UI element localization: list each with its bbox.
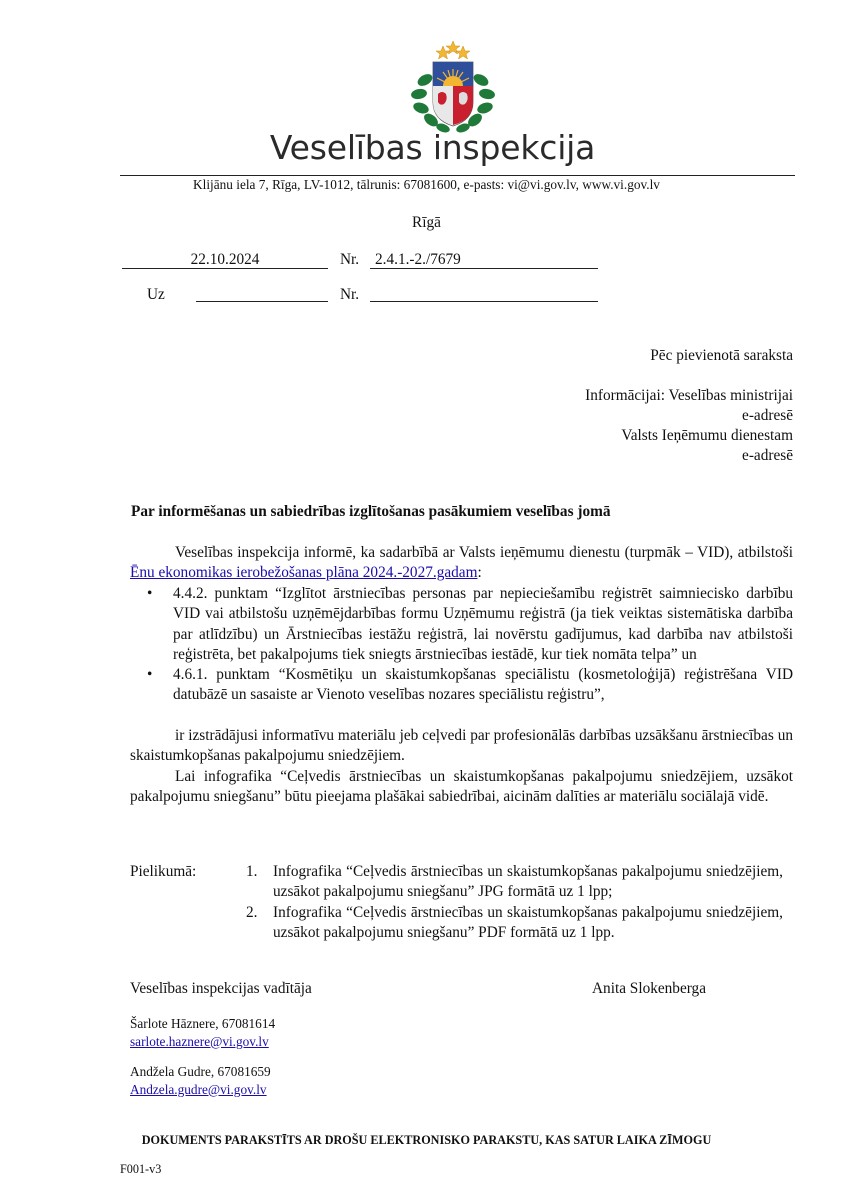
intro-colon: : (477, 564, 482, 582)
latvia-coat-of-arms-icon (405, 38, 501, 138)
bullet-icon: • (147, 666, 153, 684)
bullet-item (130, 665, 793, 706)
number-underline (370, 268, 598, 269)
bullet-text: 4.6.1. punktam “Kosmētiķu un skaistumkopšanas speciālistu (kosmetoloģijā) reģistrēšana VID datubāzē un sasaiste ar Vienoto veselības nozares speciālistu reģistru”, (173, 666, 793, 704)
uz-nr-label: Nr. (340, 286, 360, 303)
uz-label: Uz (147, 286, 165, 303)
attachments-label: Pielikumā: (130, 863, 197, 880)
recipient-info-2: e-adresē (742, 407, 793, 424)
contact-email-link[interactable]: Andzela.gudre@vi.gov.lv (130, 1081, 267, 1097)
document-number: 2.4.1.-2./7679 (375, 251, 461, 268)
body-paragraphs (130, 726, 793, 807)
attachment-text: Infografika “Ceļvedis ārstniecības un skaistumkopšanas pakalpojumu sniedzējiem, uzsākot pakalpojumu sniegšanu” PDF formātā uz 1 lpp. (273, 903, 783, 941)
intro-paragraph (130, 543, 793, 584)
paragraph-3: Lai infografika “Ceļvedis ārstniecības un skaistumkopšanas pakalpojumu sniedzējiem, uzsākot pakalpojumu sniegšanu” būtu pieejama plašākai sabiedrībai, aicinām dalīties ar materiālu sociālajā vidē. (130, 767, 793, 805)
uz-nr-field (370, 301, 598, 302)
document-date: 22.10.2024 (190, 251, 260, 268)
bullet-icon: • (147, 585, 153, 602)
recipient-info-1: Informācijai: Veselības ministrijai (585, 387, 793, 404)
city: Rīgā (412, 214, 441, 231)
contact-name-phone: Andžela Gudre, 67081659 (130, 1064, 271, 1079)
bullet-item (130, 584, 793, 665)
attachment-text: Infografika “Ceļvedis ārstniecības un skaistumkopšanas pakalpojumu sniedzējiem, uzsākot pakalpojumu sniegšanu” JPG formātā uz 1 lpp; (273, 863, 783, 901)
signatory-name: Anita Slokenberga (592, 980, 706, 997)
paragraph-2: ir izstrādājusi informatīvu materiālu jeb ceļvedi par profesionālās darbības uzsākšanu ārstniecības un skaistumkopšanas pakalpojumu sniedzējiem. (130, 727, 793, 765)
attachment-number: 2. (246, 903, 258, 921)
bullet-text: 4.4.2. punktam “Izglītot ārstniecības personas par nepieciešamību reģistrēt saimniecisko darbību VID vai atbilstošu uzņēmējdarbības formu Uzņēmumu reģistrā (ja tiek veiktas sistemātiska darbība par atlīdzību) un Ārstniecības iestāžu reģistrā, lai novērstu gadījumus, kad darbība nav atbilstoši reģistrēta, bet pakalpojums tiek sniegts ārstniecības iestādē, kur tiek nomāta telpa” un (173, 585, 793, 663)
contact-name-phone: Šarlote Hāznere, 67081614 (130, 1016, 276, 1031)
recipient-info-4: e-adresē (742, 447, 793, 464)
contact-1 (130, 1015, 275, 1050)
contact-email-link[interactable]: sarlote.haznere@vi.gov.lv (130, 1033, 269, 1049)
nr-label: Nr. (340, 251, 360, 268)
attachment-number: 1. (246, 863, 258, 880)
intro-text: Veselības inspekcija informē, ka sadarbībā ar Valsts ieņēmumu dienestu (turpmāk – VID), atbilstoši (175, 544, 793, 561)
recipient-main: Pēc pievienotā saraksta (650, 347, 793, 364)
recipient-info-3: Valsts Ieņēmumu dienestam (621, 427, 793, 444)
bullet-list (130, 584, 793, 706)
form-code: F001-v3 (120, 1162, 162, 1176)
organization-name: Veselības inspekcija (269, 128, 596, 167)
attachment-item (243, 862, 783, 903)
letter-subject: Par informēšanas un sabiedrības izglītošanas pasākumiem veselības jomā (131, 503, 611, 520)
plan-link[interactable]: Ēnu ekonomikas ierobežošanas plāna 2024.-2027.gadam (130, 564, 478, 582)
uz-field (196, 301, 328, 302)
attachment-item (243, 903, 783, 944)
signatory-position: Veselības inspekcijas vadītāja (130, 980, 312, 997)
attachments-list (243, 862, 783, 943)
e-signature-notice: DOKUMENTS PARAKSTĪTS AR DROŠU ELEKTRONISKO PARAKSTU, KAS SATUR LAIKA ZĪMOGU (141, 1133, 712, 1147)
date-underline (122, 268, 328, 269)
organization-address: Klijānu iela 7, Rīga, LV-1012, tālrunis: 67081600, e-pasts: vi@vi.gov.lv, www.vi.gov.lv (193, 177, 660, 192)
contact-2 (130, 1063, 271, 1098)
